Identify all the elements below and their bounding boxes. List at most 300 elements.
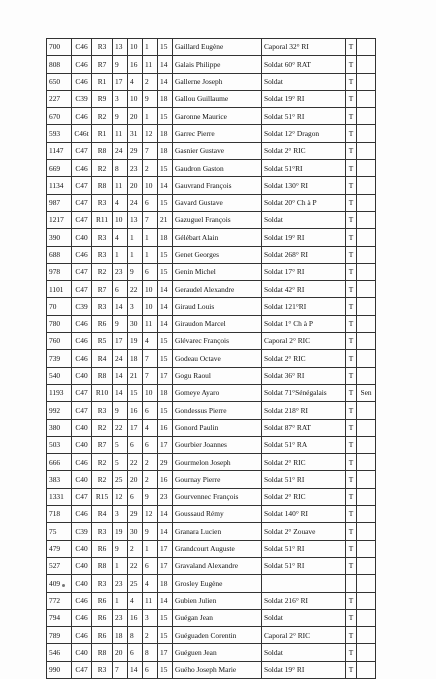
table-row (47, 333, 376, 350)
name-cell: Giraudon Marcel (173, 315, 262, 332)
col-d-cell: 16 (158, 471, 173, 488)
col-c-cell: 1 (143, 229, 158, 246)
status-cell: T (346, 108, 357, 125)
table-row (47, 540, 376, 557)
table-row (47, 661, 376, 678)
entry-number-cell: 739 (47, 350, 72, 367)
col-a-cell: 11 (113, 177, 128, 194)
table-row (47, 627, 376, 644)
carre-cell: C40 (72, 644, 92, 661)
col-d-cell: 15 (158, 160, 173, 177)
name-cell: Gazuguel François (173, 211, 262, 228)
table-row (47, 263, 376, 280)
col-d-cell: 18 (158, 142, 173, 159)
col-d-cell: 15 (158, 108, 173, 125)
origin-cell (357, 661, 376, 678)
carre-cell: C40 (72, 229, 92, 246)
name-cell: Gourvennec François (173, 488, 262, 505)
col-d-cell: 17 (158, 436, 173, 453)
col-d-cell: 14 (158, 298, 173, 315)
name-cell: Gournay Pierre (173, 471, 262, 488)
carre-cell: C47 (72, 384, 92, 401)
col-a-cell: 1 (113, 557, 128, 574)
carre-cell: C46 (72, 56, 92, 73)
table-row (47, 177, 376, 194)
rank-regiment-cell: Soldat 218° RI (262, 402, 346, 419)
origin-cell (357, 142, 376, 159)
col-c-cell: 1 (143, 108, 158, 125)
rang-cell: R8 (92, 367, 113, 384)
entry-number-cell: 383 (47, 471, 72, 488)
col-c-cell: 2 (143, 471, 158, 488)
status-cell: T (346, 384, 357, 401)
status-cell (346, 575, 357, 592)
status-cell: T (346, 39, 357, 56)
col-c-cell: 7 (143, 367, 158, 384)
carre-cell: C39 (72, 90, 92, 107)
col-b-cell: 24 (128, 194, 143, 211)
rank-regiment-cell: Soldat 71°Sénégalais (262, 384, 346, 401)
name-cell: Guého Joseph Marie (173, 661, 262, 678)
col-b-cell: 1 (128, 229, 143, 246)
col-d-cell: 17 (158, 644, 173, 661)
col-b-cell: 16 (128, 609, 143, 626)
rank-regiment-cell: Soldat 51° RI (262, 108, 346, 125)
col-c-cell: 2 (143, 627, 158, 644)
col-d-cell: 18 (158, 229, 173, 246)
rang-cell: R8 (92, 644, 113, 661)
table-row (47, 39, 376, 56)
name-cell: Guégan Jean (173, 609, 262, 626)
col-d-cell: 15 (158, 333, 173, 350)
col-d-cell: 18 (158, 575, 173, 592)
rank-regiment-cell: Soldat 19° RI (262, 90, 346, 107)
table-row (47, 454, 376, 471)
rang-cell: R15 (92, 488, 113, 505)
entry-number-cell: 760 (47, 333, 72, 350)
entry-number-cell: 1147 (47, 142, 72, 159)
rank-regiment-cell: Soldat 19° RI (262, 229, 346, 246)
name-cell: Goussaud Rémy (173, 506, 262, 523)
entry-number-cell: 1193 (47, 384, 72, 401)
entry-number-cell: 593 (47, 125, 72, 142)
entry-number-cell: 1331 (47, 488, 72, 505)
entry-number-cell: 992 (47, 402, 72, 419)
col-a-cell: 9 (113, 540, 128, 557)
col-a-cell: 23 (113, 263, 128, 280)
origin-cell (357, 609, 376, 626)
col-a-cell: 3 (113, 506, 128, 523)
table-row (47, 125, 376, 142)
entry-number-cell: 546 (47, 644, 72, 661)
col-d-cell: 23 (158, 488, 173, 505)
rank-regiment-cell: Soldat (262, 644, 346, 661)
table-row (47, 506, 376, 523)
table-row (47, 419, 376, 436)
col-c-cell: 8 (143, 644, 158, 661)
table-row (47, 367, 376, 384)
name-cell: Garonne Maurice (173, 108, 262, 125)
status-cell: T (346, 436, 357, 453)
name-cell: Guéguen Jean (173, 644, 262, 661)
origin-cell (357, 592, 376, 609)
burial-register-table (46, 38, 376, 679)
rang-cell: R5 (92, 333, 113, 350)
origin-cell (357, 229, 376, 246)
origin-cell (357, 540, 376, 557)
origin-cell (357, 73, 376, 90)
name-cell: Granara Lucien (173, 523, 262, 540)
col-b-cell: 6 (128, 436, 143, 453)
status-cell: T (346, 419, 357, 436)
col-a-cell: 4 (113, 194, 128, 211)
col-c-cell: 10 (143, 281, 158, 298)
col-b-cell: 2 (128, 540, 143, 557)
status-cell: T (346, 246, 357, 263)
status-cell: T (346, 402, 357, 419)
entry-number-cell: 75 (47, 523, 72, 540)
col-c-cell: 4 (143, 333, 158, 350)
rang-cell: R6 (92, 627, 113, 644)
col-a-cell: 1 (113, 592, 128, 609)
status-cell: T (346, 454, 357, 471)
origin-cell (357, 506, 376, 523)
col-a-cell: 22 (113, 419, 128, 436)
status-cell: T (346, 194, 357, 211)
col-d-cell: 15 (158, 627, 173, 644)
name-cell: Gomeye Ayaro (173, 384, 262, 401)
name-cell: Gourmelon Joseph (173, 454, 262, 471)
carre-cell: C47 (72, 661, 92, 678)
col-d-cell: 18 (158, 125, 173, 142)
name-cell: Guéguaden Corentin (173, 627, 262, 644)
name-cell: Genin Michel (173, 263, 262, 280)
col-a-cell: 3 (113, 90, 128, 107)
name-cell: Gonord Paulin (173, 419, 262, 436)
col-a-cell: 5 (113, 454, 128, 471)
col-d-cell: 14 (158, 56, 173, 73)
rank-regiment-cell: Caporal 32° RI (262, 39, 346, 56)
col-c-cell: 10 (143, 177, 158, 194)
status-cell: T (346, 540, 357, 557)
col-c-cell: 1 (143, 246, 158, 263)
col-c-cell: 6 (143, 194, 158, 211)
col-b-cell: 10 (128, 90, 143, 107)
col-c-cell: 11 (143, 592, 158, 609)
status-cell: T (346, 609, 357, 626)
col-a-cell: 4 (113, 229, 128, 246)
name-cell: Gasnier Gustave (173, 142, 262, 159)
status-cell: T (346, 56, 357, 73)
table-row (47, 488, 376, 505)
entry-number-cell: 227 (47, 90, 72, 107)
table-row (47, 471, 376, 488)
rank-regiment-cell: Soldat 2° RIC (262, 454, 346, 471)
col-b-cell: 19 (128, 333, 143, 350)
table-row (47, 73, 376, 90)
rang-cell: R11 (92, 211, 113, 228)
carre-cell: C46 (72, 454, 92, 471)
rank-regiment-cell: Soldat 17° RI (262, 263, 346, 280)
col-c-cell: 6 (143, 436, 158, 453)
status-cell: T (346, 471, 357, 488)
table-row (47, 609, 376, 626)
col-d-cell: 15 (158, 39, 173, 56)
origin-cell (357, 125, 376, 142)
table-row (47, 350, 376, 367)
rank-regiment-cell: Soldat 51°RI (262, 160, 346, 177)
origin-cell (357, 108, 376, 125)
rang-cell: R7 (92, 56, 113, 73)
col-a-cell: 14 (113, 298, 128, 315)
entry-number-cell: 527 (47, 557, 72, 574)
col-b-cell: 29 (128, 142, 143, 159)
carre-cell: C46 (72, 160, 92, 177)
col-a-cell: 9 (113, 315, 128, 332)
rank-regiment-cell: Soldat (262, 609, 346, 626)
col-d-cell: 17 (158, 367, 173, 384)
col-b-cell: 20 (128, 471, 143, 488)
origin-cell (357, 367, 376, 384)
col-a-cell: 7 (113, 661, 128, 678)
col-a-cell: 17 (113, 333, 128, 350)
origin-cell (357, 194, 376, 211)
origin-cell (357, 263, 376, 280)
rank-regiment-cell: Soldat 42° RI (262, 281, 346, 298)
status-cell: T (346, 90, 357, 107)
rank-regiment-cell: Soldat 87° RAT (262, 419, 346, 436)
entry-number-cell: 1134 (47, 177, 72, 194)
rank-regiment-cell: Soldat (262, 211, 346, 228)
table-row (47, 281, 376, 298)
col-c-cell: 4 (143, 419, 158, 436)
col-b-cell: 16 (128, 56, 143, 73)
carre-cell: C40 (72, 436, 92, 453)
col-c-cell: 9 (143, 90, 158, 107)
col-b-cell: 16 (128, 402, 143, 419)
carre-cell: C40 (72, 471, 92, 488)
col-b-cell: 20 (128, 177, 143, 194)
origin-cell (357, 419, 376, 436)
col-a-cell: 19 (113, 523, 128, 540)
name-cell: Garrec Pierre (173, 125, 262, 142)
col-c-cell: 7 (143, 211, 158, 228)
name-cell: Gallou Guillaume (173, 90, 262, 107)
origin-cell (357, 246, 376, 263)
origin-cell (357, 298, 376, 315)
col-a-cell: 13 (113, 39, 128, 56)
col-b-cell: 20 (128, 108, 143, 125)
status-cell: T (346, 315, 357, 332)
col-b-cell: 30 (128, 315, 143, 332)
col-a-cell: 25 (113, 471, 128, 488)
col-a-cell: 23 (113, 609, 128, 626)
col-b-cell: 23 (128, 160, 143, 177)
carre-cell: C46 (72, 506, 92, 523)
table-row (47, 211, 376, 228)
col-d-cell: 14 (158, 592, 173, 609)
table-row (47, 108, 376, 125)
status-cell: T (346, 367, 357, 384)
origin-cell (357, 315, 376, 332)
col-b-cell: 13 (128, 211, 143, 228)
rank-regiment-cell: Caporal 2° RIC (262, 333, 346, 350)
name-cell: Gavard Gustave (173, 194, 262, 211)
origin-cell (357, 333, 376, 350)
status-cell: T (346, 627, 357, 644)
col-a-cell: 5 (113, 436, 128, 453)
col-a-cell: 9 (113, 402, 128, 419)
col-b-cell: 9 (128, 263, 143, 280)
status-cell: T (346, 350, 357, 367)
origin-cell (357, 281, 376, 298)
col-b-cell: 3 (128, 298, 143, 315)
col-a-cell: 11 (113, 125, 128, 142)
origin-cell (357, 402, 376, 419)
rang-cell: R7 (92, 281, 113, 298)
table-row (47, 384, 376, 401)
status-cell: T (346, 644, 357, 661)
rank-regiment-cell: Soldat 2° RIC (262, 142, 346, 159)
rang-cell: R1 (92, 125, 113, 142)
col-a-cell: 23 (113, 575, 128, 592)
rang-cell: R2 (92, 471, 113, 488)
carre-cell: C46t (72, 125, 92, 142)
rang-cell: R3 (92, 575, 113, 592)
entry-number-cell: 978 (47, 263, 72, 280)
entry-number-cell: 700 (47, 39, 72, 56)
scan-speck (62, 584, 65, 587)
carre-cell: C47 (72, 402, 92, 419)
col-a-cell: 1 (113, 246, 128, 263)
rang-cell: R6 (92, 592, 113, 609)
origin-cell (357, 56, 376, 73)
name-cell: Gondessus Pierre (173, 402, 262, 419)
entry-number-cell: 718 (47, 506, 72, 523)
rang-cell: R3 (92, 246, 113, 263)
carre-cell: C47 (72, 263, 92, 280)
col-d-cell: 14 (158, 506, 173, 523)
carre-cell: C46 (72, 333, 92, 350)
col-b-cell: 4 (128, 73, 143, 90)
status-cell: T (346, 263, 357, 280)
status-cell: T (346, 557, 357, 574)
col-b-cell: 21 (128, 367, 143, 384)
carre-cell: C47 (72, 177, 92, 194)
carre-cell: C40 (72, 367, 92, 384)
status-cell: T (346, 177, 357, 194)
name-cell: Gourbier Joannes (173, 436, 262, 453)
carre-cell: C46 (72, 315, 92, 332)
rank-regiment-cell: Soldat 60° RAT (262, 56, 346, 73)
rang-cell: R10 (92, 384, 113, 401)
name-cell: Gogu Raoul (173, 367, 262, 384)
carre-cell: C40 (72, 419, 92, 436)
col-d-cell: 16 (158, 419, 173, 436)
rank-regiment-cell: Soldat 216° RI (262, 592, 346, 609)
col-d-cell: 17 (158, 540, 173, 557)
rank-regiment-cell (262, 575, 346, 592)
origin-cell (357, 350, 376, 367)
rang-cell: R6 (92, 315, 113, 332)
entry-number-cell: 1101 (47, 281, 72, 298)
entry-number-cell: 503 (47, 436, 72, 453)
table-row (47, 315, 376, 332)
col-d-cell: 15 (158, 263, 173, 280)
name-cell: Gélébart Alain (173, 229, 262, 246)
rang-cell: R3 (92, 39, 113, 56)
entry-number-cell: 669 (47, 160, 72, 177)
origin-cell (357, 627, 376, 644)
rang-cell: R2 (92, 454, 113, 471)
name-cell: Gauvrand François (173, 177, 262, 194)
status-cell: T (346, 211, 357, 228)
origin-cell (357, 211, 376, 228)
col-b-cell: 25 (128, 575, 143, 592)
entry-number-cell: 479 (47, 540, 72, 557)
rank-regiment-cell: Soldat (262, 73, 346, 90)
entry-number-cell: 789 (47, 627, 72, 644)
col-c-cell: 12 (143, 506, 158, 523)
carre-cell: C40 (72, 540, 92, 557)
rang-cell: R3 (92, 523, 113, 540)
col-c-cell: 1 (143, 540, 158, 557)
origin-cell (357, 471, 376, 488)
col-d-cell: 14 (158, 315, 173, 332)
rang-cell: R4 (92, 350, 113, 367)
name-cell: Grandcourt Auguste (173, 540, 262, 557)
table-body (47, 39, 376, 679)
col-d-cell: 15 (158, 350, 173, 367)
origin-cell: Sen (357, 384, 376, 401)
col-a-cell: 9 (113, 108, 128, 125)
table-row (47, 644, 376, 661)
rank-regiment-cell: Soldat 130° RI (262, 177, 346, 194)
table-row (47, 575, 376, 592)
col-a-cell: 6 (113, 281, 128, 298)
col-d-cell: 21 (158, 211, 173, 228)
col-b-cell: 6 (128, 644, 143, 661)
col-a-cell: 18 (113, 627, 128, 644)
col-c-cell: 2 (143, 160, 158, 177)
origin-cell (357, 454, 376, 471)
col-d-cell: 15 (158, 661, 173, 678)
entry-number-cell: 688 (47, 246, 72, 263)
col-d-cell: 29 (158, 454, 173, 471)
rang-cell: R4 (92, 506, 113, 523)
origin-cell (357, 575, 376, 592)
col-b-cell: 22 (128, 454, 143, 471)
col-c-cell: 6 (143, 557, 158, 574)
col-b-cell: 14 (128, 661, 143, 678)
col-a-cell: 17 (113, 73, 128, 90)
origin-cell (357, 488, 376, 505)
col-d-cell: 15 (158, 402, 173, 419)
carre-cell: C40 (72, 557, 92, 574)
rank-regiment-cell: Soldat 121°RI (262, 298, 346, 315)
col-c-cell: 11 (143, 56, 158, 73)
col-d-cell: 15 (158, 609, 173, 626)
col-a-cell: 8 (113, 160, 128, 177)
rang-cell: R2 (92, 419, 113, 436)
rank-regiment-cell: Soldat 12° Dragon (262, 125, 346, 142)
col-a-cell: 20 (113, 644, 128, 661)
entry-number-cell: 380 (47, 419, 72, 436)
col-d-cell: 14 (158, 281, 173, 298)
origin-cell (357, 436, 376, 453)
col-c-cell: 1 (143, 39, 158, 56)
carre-cell: C39 (72, 523, 92, 540)
